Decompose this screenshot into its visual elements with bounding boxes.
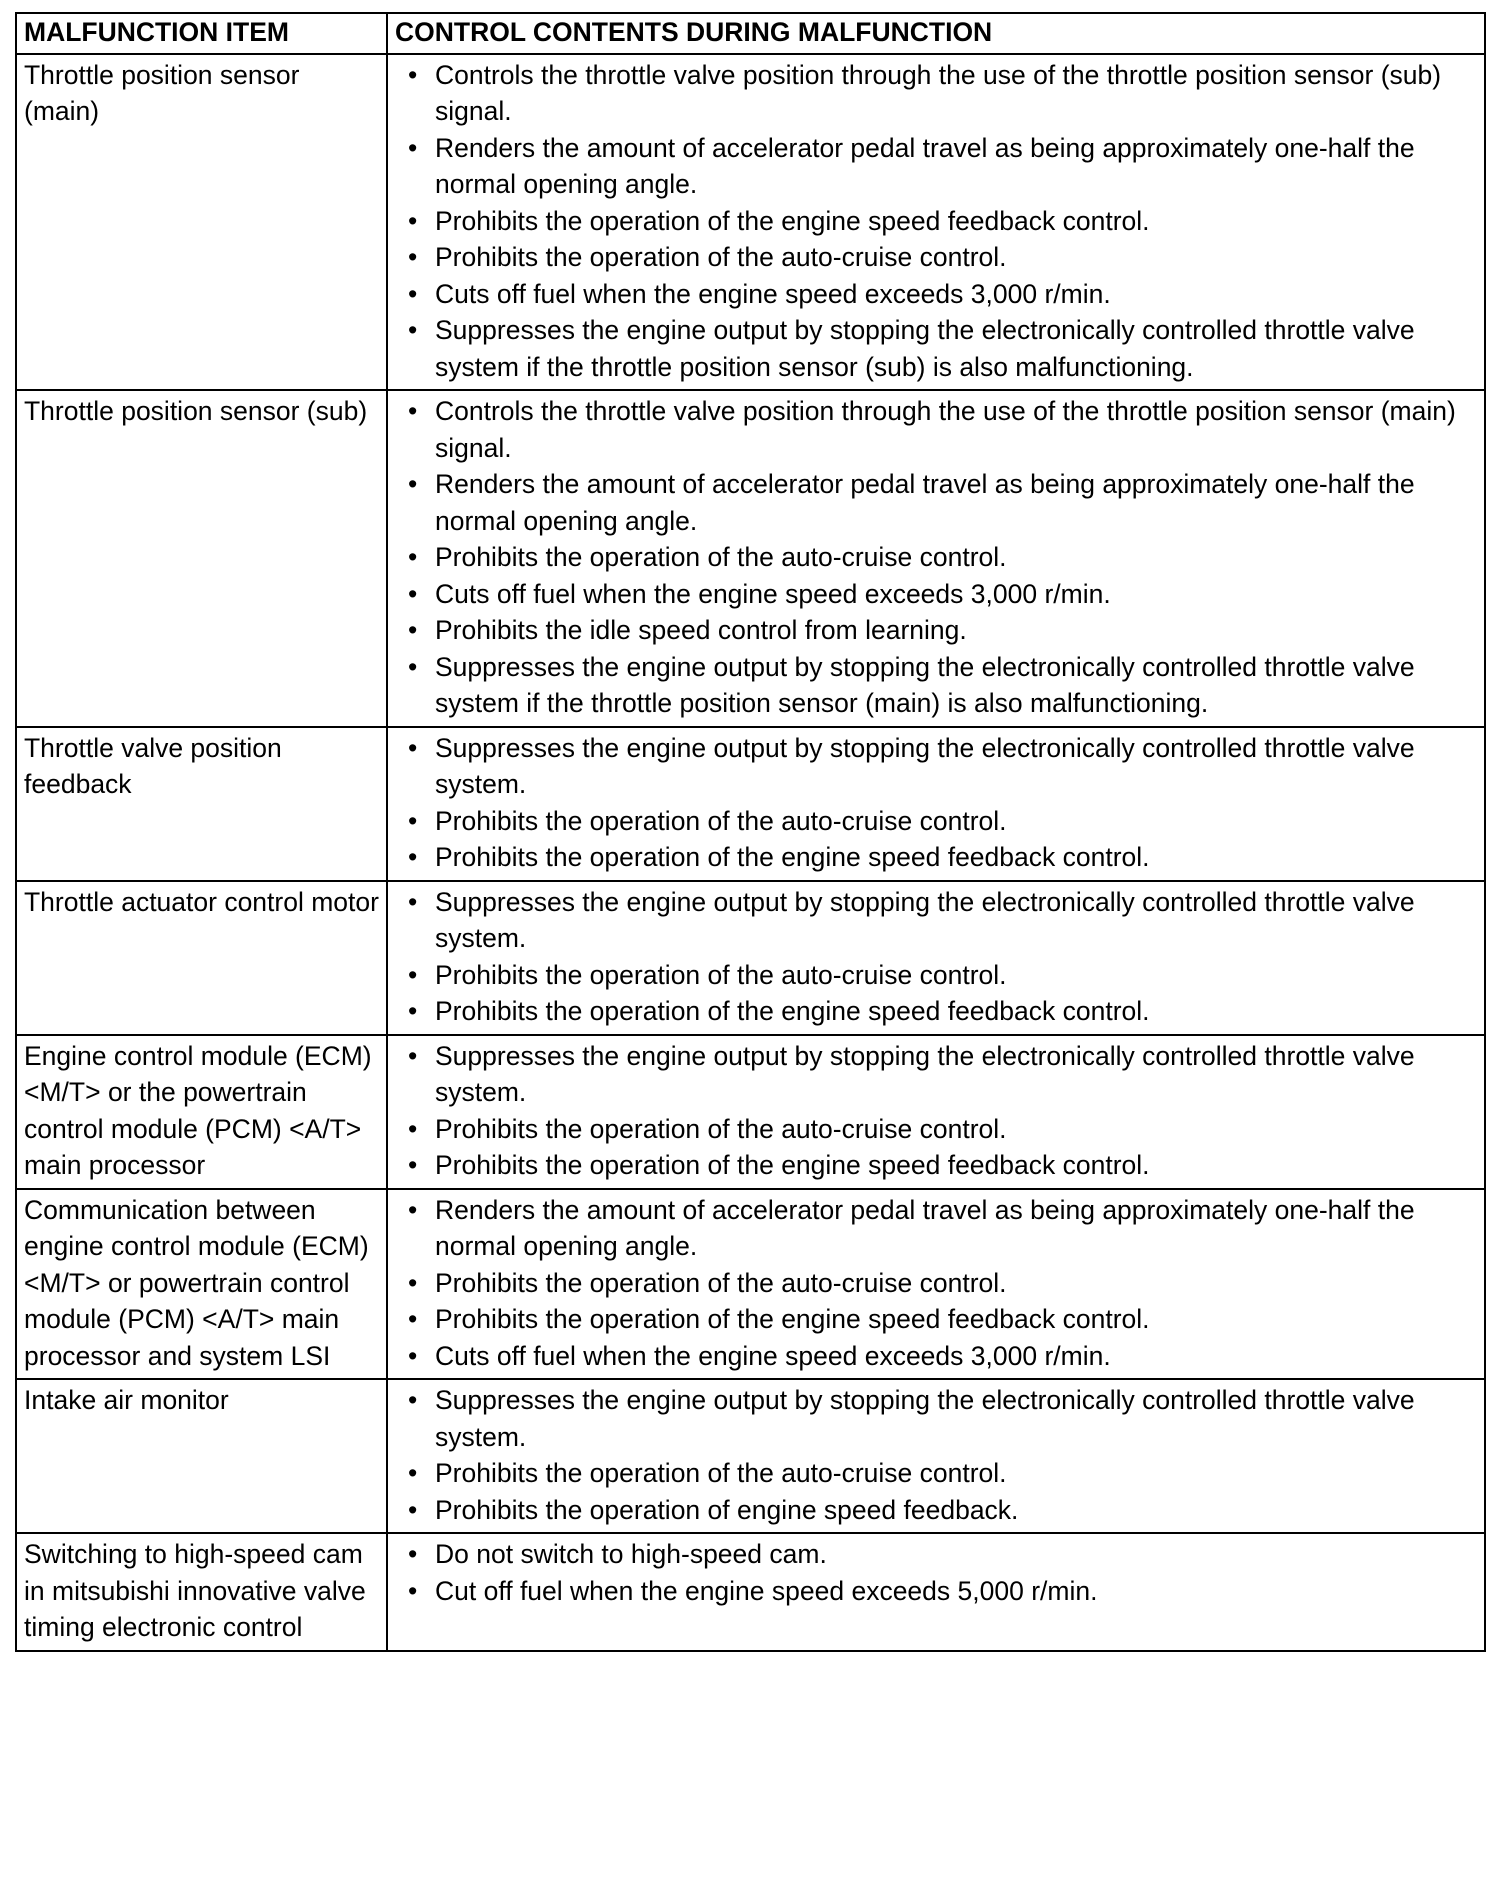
bullet-icon: • xyxy=(408,1385,418,1415)
table-row xyxy=(16,727,1485,881)
list-item xyxy=(408,466,1478,539)
bullet-icon: • xyxy=(408,651,418,682)
list-item xyxy=(408,393,1478,466)
list-item xyxy=(408,1192,1478,1265)
control-list xyxy=(395,730,1478,876)
bullet-icon: • xyxy=(408,1267,418,1298)
control-contents-cell xyxy=(387,1533,1485,1651)
bullet-icon: • xyxy=(408,615,418,645)
control-list xyxy=(395,1192,1478,1375)
control-text: Cuts off fuel when the engine speed exceeds 3,000 r/min. xyxy=(435,278,1111,309)
list-item xyxy=(408,1338,1478,1375)
table-body xyxy=(16,54,1485,1651)
malfunction-item-cell: Intake air monitor xyxy=(16,1379,387,1533)
control-text: Suppresses the engine output by stopping the electronically controlled throttle valve system if the throttle position sensor (main) is also malfunctioning. xyxy=(435,651,1415,718)
list-item xyxy=(408,839,1478,876)
malfunction-item-cell: Engine control module (ECM) <M/T> or the powertrain control module (PCM) <A/T> main processor xyxy=(16,1035,387,1189)
list-item xyxy=(408,57,1478,130)
table-row xyxy=(16,1379,1485,1533)
control-text: Prohibits the idle speed control from learning. xyxy=(435,615,967,645)
control-list xyxy=(395,1536,1478,1609)
list-item xyxy=(408,539,1478,576)
list-item xyxy=(408,993,1478,1030)
control-contents-cell xyxy=(387,1189,1485,1380)
list-item xyxy=(408,1038,1478,1111)
list-item xyxy=(408,1265,1478,1302)
bullet-icon: • xyxy=(408,1040,418,1071)
bullet-icon: • xyxy=(408,396,418,426)
bullet-icon: • xyxy=(408,578,418,609)
header-control-contents: CONTROL CONTENTS DURING MALFUNCTION xyxy=(387,13,1485,54)
control-contents-cell xyxy=(387,1035,1485,1189)
control-text: Prohibits the operation of the auto-cruise control. xyxy=(435,1458,1007,1488)
control-text: Controls the throttle valve position through the use of the throttle position sensor (sub) signal. xyxy=(435,59,1442,126)
bullet-icon: • xyxy=(408,1113,418,1144)
bullet-icon: • xyxy=(408,996,418,1026)
list-item xyxy=(408,239,1478,276)
control-contents-cell xyxy=(387,390,1485,727)
control-contents-cell xyxy=(387,1379,1485,1533)
list-item xyxy=(408,957,1478,994)
control-text: Renders the amount of accelerator pedal travel as being approximately one-half the normal opening angle. xyxy=(435,469,1415,536)
list-item xyxy=(408,612,1478,649)
control-list xyxy=(395,1038,1478,1184)
list-item xyxy=(408,1147,1478,1184)
control-contents-cell xyxy=(387,727,1485,881)
list-item xyxy=(408,1382,1478,1455)
list-item xyxy=(408,576,1478,613)
control-text: Prohibits the operation of the engine speed feedback control. xyxy=(435,996,1150,1026)
control-list xyxy=(395,884,1478,1030)
control-contents-cell xyxy=(387,881,1485,1035)
malfunction-item-cell: Communication between engine control module (ECM) <M/T> or powertrain control module (PCM) <A/T> main processor and system LSI xyxy=(16,1189,387,1380)
bullet-icon: • xyxy=(408,1458,418,1488)
bullet-icon: • xyxy=(408,1494,418,1525)
control-list xyxy=(395,393,1478,722)
bullet-icon: • xyxy=(408,1150,418,1180)
control-text: Suppresses the engine output by stopping the electronically controlled throttle valve system if the throttle position sensor (sub) is also malfunctioning. xyxy=(435,315,1415,382)
table-row xyxy=(16,881,1485,1035)
bullet-icon: • xyxy=(408,315,418,345)
control-text: Renders the amount of accelerator pedal travel as being approximately one-half the normal opening angle. xyxy=(435,132,1415,199)
control-text: Do not switch to high-speed cam. xyxy=(435,1539,827,1569)
bullet-icon: • xyxy=(408,59,418,90)
bullet-icon: • xyxy=(408,278,418,309)
list-item xyxy=(408,884,1478,957)
control-text: Prohibits the operation of the engine speed feedback control. xyxy=(435,842,1150,872)
control-list xyxy=(395,57,1478,386)
control-text: Cut off fuel when the engine speed exceeds 5,000 r/min. xyxy=(435,1575,1098,1606)
table-row xyxy=(16,54,1485,391)
bullet-icon: • xyxy=(408,1304,418,1334)
bullet-icon: • xyxy=(408,1194,418,1225)
table-row xyxy=(16,1189,1485,1380)
list-item xyxy=(408,312,1478,385)
control-text: Prohibits the operation of the engine speed feedback control. xyxy=(435,205,1150,236)
control-text: Prohibits the operation of the engine speed feedback control. xyxy=(435,1150,1150,1180)
control-text: Suppresses the engine output by stopping the electronically controlled throttle valve system. xyxy=(435,886,1415,953)
control-text: Prohibits the operation of the auto-cruise control. xyxy=(435,1113,1007,1144)
malfunction-item-cell: Throttle valve position feedback xyxy=(16,727,387,881)
malfunction-item-cell: Throttle position sensor (sub) xyxy=(16,390,387,727)
bullet-icon: • xyxy=(408,542,418,572)
control-list xyxy=(395,1382,1478,1528)
control-text: Prohibits the operation of the auto-cruise control. xyxy=(435,1267,1007,1298)
bullet-icon: • xyxy=(408,205,418,236)
control-text: Suppresses the engine output by stopping the electronically controlled throttle valve system. xyxy=(435,732,1415,799)
bullet-icon: • xyxy=(408,469,418,499)
bullet-icon: • xyxy=(408,842,418,872)
control-text: Renders the amount of accelerator pedal travel as being approximately one-half the normal opening angle. xyxy=(435,1194,1415,1261)
malfunction-control-table xyxy=(15,12,1486,1652)
bullet-icon: • xyxy=(408,805,418,836)
list-item xyxy=(408,1536,1478,1573)
table-row xyxy=(16,1533,1485,1651)
table-row xyxy=(16,1035,1485,1189)
control-text: Prohibits the operation of the auto-cruise control. xyxy=(435,542,1007,572)
header-malfunction-item: MALFUNCTION ITEM xyxy=(16,13,387,54)
list-item xyxy=(408,730,1478,803)
list-item xyxy=(408,1455,1478,1492)
bullet-icon: • xyxy=(408,132,418,163)
bullet-icon: • xyxy=(408,1340,418,1371)
bullet-icon: • xyxy=(408,732,418,763)
control-contents-cell xyxy=(387,54,1485,391)
control-text: Prohibits the operation of the auto-cruise control. xyxy=(435,959,1007,990)
list-item xyxy=(408,1492,1478,1529)
bullet-icon: • xyxy=(408,1539,418,1569)
bullet-icon: • xyxy=(408,959,418,990)
list-item xyxy=(408,276,1478,313)
control-text: Cuts off fuel when the engine speed exceeds 3,000 r/min. xyxy=(435,578,1111,609)
malfunction-item-cell: Throttle position sensor (main) xyxy=(16,54,387,391)
list-item xyxy=(408,203,1478,240)
list-item xyxy=(408,649,1478,722)
control-text: Suppresses the engine output by stopping the electronically controlled throttle valve system. xyxy=(435,1040,1415,1107)
table-header-row xyxy=(16,13,1485,54)
list-item xyxy=(408,1111,1478,1148)
bullet-icon: • xyxy=(408,1575,418,1606)
bullet-icon: • xyxy=(408,242,418,272)
control-text: Cuts off fuel when the engine speed exceeds 3,000 r/min. xyxy=(435,1340,1111,1371)
malfunction-item-cell: Switching to high-speed cam in mitsubishi innovative valve timing electronic control xyxy=(16,1533,387,1651)
list-item xyxy=(408,1301,1478,1338)
control-text: Prohibits the operation of the auto-cruise control. xyxy=(435,805,1007,836)
list-item xyxy=(408,803,1478,840)
control-text: Controls the throttle valve position through the use of the throttle position sensor (main) signal. xyxy=(435,396,1456,463)
control-text: Prohibits the operation of engine speed feedback. xyxy=(435,1494,1019,1525)
table-row xyxy=(16,390,1485,727)
control-text: Prohibits the operation of the engine speed feedback control. xyxy=(435,1304,1150,1334)
control-text: Suppresses the engine output by stopping the electronically controlled throttle valve system. xyxy=(435,1385,1415,1452)
bullet-icon: • xyxy=(408,886,418,917)
list-item xyxy=(408,130,1478,203)
list-item xyxy=(408,1573,1478,1610)
control-text: Prohibits the operation of the auto-cruise control. xyxy=(435,242,1007,272)
malfunction-item-cell: Throttle actuator control motor xyxy=(16,881,387,1035)
